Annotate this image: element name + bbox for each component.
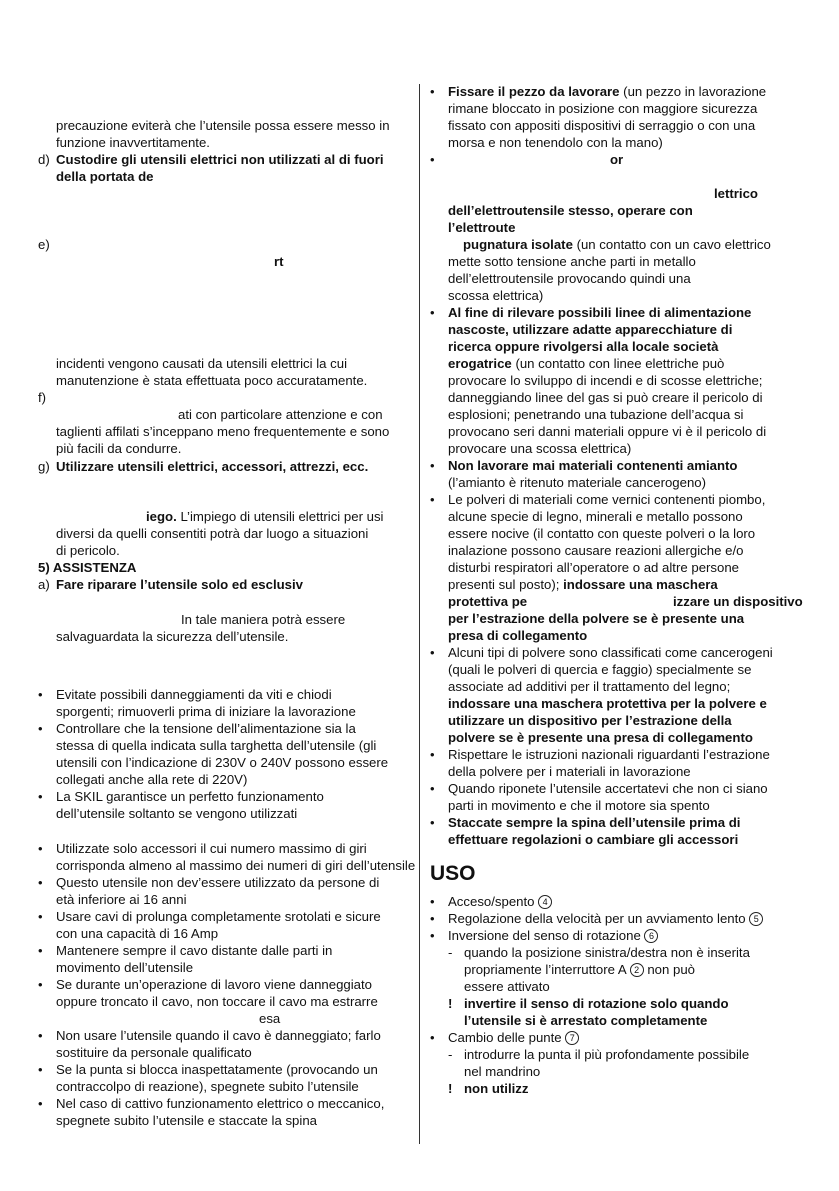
bullet: •: [430, 894, 435, 909]
bullet-text: dell’elettroutensile stesso, operare con: [448, 203, 693, 218]
paragraph-line: salvaguardata la sicurezza dell’utensile.: [56, 629, 289, 644]
bullet-text: indossare una maschera protettiva per la polvere e: [448, 696, 767, 711]
bullet: •: [38, 841, 43, 856]
paragraph-line: [146, 508, 384, 525]
bullet-text: morsa e non tenendolo con la mano): [448, 135, 663, 150]
bullet-text: provocare una scossa elettrica): [448, 441, 632, 456]
sub-item-text: quando la posizione sinistra/destra non è inserita: [464, 945, 750, 960]
bullet: •: [430, 928, 435, 943]
item-d-heading: Custodire gli utensili elettrici non utilizzati al di fuori: [56, 152, 384, 167]
text-fragment: Acceso/spento: [448, 894, 539, 909]
paragraph-line: ati con particolare attenzione e con: [178, 407, 383, 422]
bullet-text: provocano seri danni materiali oppure vi è il pericolo di: [448, 424, 767, 439]
text-fragment: rt: [274, 254, 284, 269]
bullet-text: inalazione possono causare reazioni allergiche e/o: [448, 543, 744, 558]
bullet-text: Questo utensile non dev’essere utilizzato da persone di: [56, 875, 380, 890]
item-label-d: d): [38, 152, 50, 167]
bullet: •: [38, 1096, 43, 1111]
bullet: •: [430, 781, 435, 796]
bullet: •: [430, 645, 435, 660]
bullet-text: spegnete subito l’utensile e staccate la spina: [56, 1113, 317, 1128]
bullet-text: presa di collegamento: [448, 628, 588, 643]
text-fragment: (un contatto con un cavo elettrico: [572, 237, 771, 252]
text-fragment: (un pezzo in lavorazione: [619, 84, 767, 99]
paragraph-line: taglienti affilati s’inceppano meno frequentemente e sono: [56, 424, 390, 439]
text-fragment: Regolazione della velocità per un avviamento lento: [448, 911, 750, 926]
bullet-text: Al fine di rilevare possibili linee di alimentazione: [448, 305, 752, 320]
bullet: •: [38, 943, 43, 958]
bullet-text: sporgenti; rimuoverli prima di iniziare la lavorazione: [56, 704, 356, 719]
bullet-text: Rispettare le istruzioni nazionali riguardanti l’estrazione: [448, 747, 770, 762]
text-fragment: propriamente l’interruttore A: [464, 962, 630, 977]
warning-text: non utilizz: [464, 1081, 529, 1096]
paragraph-line: diversi da quelli consentiti potrà dar luogo a situazioni: [56, 526, 369, 541]
bullet: •: [38, 1028, 43, 1043]
bullet-text: Staccate sempre la spina dell’utensile prima di: [448, 815, 741, 830]
bullet-text: [448, 83, 766, 100]
bullet: •: [38, 789, 43, 804]
section-heading-assistenza: 5) ASSISTENZA: [38, 560, 137, 575]
bullet: •: [430, 458, 435, 473]
sub-item-text: essere attivato: [464, 979, 550, 994]
bullet-text: oppure troncato il cavo, non toccare il cavo ma estrarre: [56, 994, 378, 1009]
bullet-text: alcune specie di legno, minerali e metallo possono: [448, 509, 743, 524]
text-fragment: L’impiego di utensili elettrici per usi: [176, 509, 384, 524]
bullet: •: [38, 909, 43, 924]
paragraph-line: manutenzione è stata effettuata poco accuratamente.: [56, 373, 368, 388]
figure-ref-badge: 4: [538, 895, 552, 909]
text-fragment: or: [610, 152, 624, 167]
bullet: •: [430, 911, 435, 926]
bullet-text: disturbi respiratori all’operatore o ad altre persone: [448, 560, 740, 575]
figure-ref-badge: 7: [565, 1031, 579, 1045]
text-fragment: (un contatto con linee elettriche può: [511, 356, 725, 371]
bullet-text: Se durante un’operazione di lavoro viene danneggiato: [56, 977, 373, 992]
bullet-text: [448, 910, 763, 927]
item-label-a: a): [38, 577, 50, 592]
bullet-text: parti in movimento e che il motore sia spento: [448, 798, 710, 813]
bullet-text: dell’utensile soltanto se vengono utilizzati: [56, 806, 298, 821]
bullet-text: scossa elettrica): [448, 288, 544, 303]
section-heading-uso: USO: [430, 862, 476, 885]
bullet-text: associate ad additivi per il trattamento del legno;: [448, 679, 731, 694]
bullet-text: Controllare che la tensione dell’alimentazione sia la: [56, 721, 356, 736]
bullet-text: Quando riponete l’utensile accertatevi che non ci siano: [448, 781, 768, 796]
bullet-text: dell’elettroutensile provocando quindi una: [448, 271, 691, 286]
paragraph-line: di pericolo.: [56, 543, 120, 558]
bullet-text: utilizzare un dispositivo per l’estrazione della: [448, 713, 732, 728]
bullet-text: Le polveri di materiali come vernici contenenti piombo,: [448, 492, 766, 507]
item-g-heading: Utilizzare utensili elettrici, accessori, attrezzi, ecc.: [56, 459, 369, 474]
paragraph-line: funzione inavvertitamente.: [56, 135, 210, 150]
bullet-text: ricerca oppure rivolgersi alla locale società: [448, 339, 719, 354]
bullet-text: l’elettroute: [448, 220, 516, 235]
bullet-text: Alcuni tipi di polvere sono classificati come cancerogeni: [448, 645, 773, 660]
bullet: •: [430, 492, 435, 507]
bullet-text: Usare cavi di prolunga completamente srotolati e sicure: [56, 909, 381, 924]
bullet-text: polvere se è presente una presa di collegamento: [448, 730, 753, 745]
bullet: •: [430, 305, 435, 320]
bullet-text: contraccolpo di reazione), spegnete subito l’utensile: [56, 1079, 359, 1094]
bullet-text: La SKIL garantisce un perfetto funzionamento: [56, 789, 324, 804]
bullet-text: rimane bloccato in posizione con maggiore sicurezza: [448, 101, 758, 116]
bullet-text: nascoste, utilizzare adatte apparecchiature di: [448, 322, 733, 337]
bullet-text: Non lavorare mai materiali contenenti amianto: [448, 458, 738, 473]
bold-fragment: iego.: [146, 509, 177, 524]
bold-fragment: Fissare il pezzo da lavorare: [448, 84, 620, 99]
bullet-text: [448, 893, 552, 910]
bullet-text: Non usare l’utensile quando il cavo è danneggiato; farlo: [56, 1028, 381, 1043]
column-divider: [419, 84, 420, 1144]
bullet: •: [430, 747, 435, 762]
bullet-text: [448, 1029, 579, 1046]
bullet-text: per l’estrazione della polvere se è presente una: [448, 611, 745, 626]
bullet-text: protettiva pe: [448, 594, 528, 609]
sub-item-text: [464, 961, 695, 978]
bullet-text: essere nocive (il contatto con queste polveri o la loro: [448, 526, 756, 541]
bold-fragment: pugnatura isolate: [463, 237, 573, 252]
bullet: •: [430, 815, 435, 830]
warning-text: invertire il senso di rotazione solo quando: [464, 996, 729, 1011]
bullet-text: provocare lo sviluppo di incendi e di scosse elettriche;: [448, 373, 763, 388]
text-fragment: presenti sul posto);: [448, 577, 564, 592]
bullet-text: izzare un dispositivo: [673, 594, 803, 609]
bullet-text: Nel caso di cattivo funzionamento elettrico o meccanico,: [56, 1096, 385, 1111]
sub-item-text: nel mandrino: [464, 1064, 541, 1079]
bullet: •: [38, 687, 43, 702]
item-d-heading: della portata de: [56, 169, 154, 184]
bullet: •: [430, 152, 435, 167]
paragraph-line: più facili da condurre.: [56, 441, 182, 456]
figure-ref-badge: 6: [644, 929, 658, 943]
bullet: •: [38, 875, 43, 890]
bullet-text: Evitate possibili danneggiamenti da viti e chiodi: [56, 687, 332, 702]
bullet-text: Utilizzate solo accessori il cui numero massimo di giri: [56, 841, 367, 856]
bullet-text: collegati anche alla rete di 220V): [56, 772, 248, 787]
text-fragment: non può: [643, 962, 696, 977]
bullet-text: mette sotto tensione anche parti in metallo: [448, 254, 696, 269]
bullet-text: esa: [259, 1011, 281, 1026]
bullet: •: [38, 721, 43, 736]
bullet-text: della polvere per i materiali in lavorazione: [448, 764, 691, 779]
warning-mark: !: [448, 996, 453, 1011]
bullet: •: [38, 977, 43, 992]
text-fragment: Inversione del senso di rotazione: [448, 928, 645, 943]
warning-text: l’utensile si è arrestato completamente: [464, 1013, 708, 1028]
dash-mark: -: [448, 945, 453, 960]
bullet-text: corrisponda almeno al massimo dei numeri di giri dell’utensile: [56, 858, 416, 873]
bullet-text: fissato con appositi dispositivi di serraggio o con una: [448, 118, 756, 133]
paragraph-line: incidenti vengono causati da utensili elettrici la cui: [56, 356, 348, 371]
paragraph-line: In tale maniera potrà essere: [181, 612, 346, 627]
bullet-text: con una capacità di 16 Amp: [56, 926, 219, 941]
bullet-text: (l’amianto è ritenuto materiale cancerogeno): [448, 475, 707, 490]
bullet: •: [38, 1062, 43, 1077]
bullet-text: sostituire da personale qualificato: [56, 1045, 252, 1060]
bullet: •: [430, 84, 435, 99]
bullet-text: età inferiore ai 16 anni: [56, 892, 187, 907]
item-a-heading: Fare riparare l’utensile solo ed esclusiv: [56, 577, 304, 592]
bullet-text: danneggiando linee del gas si può creare il pericolo di: [448, 390, 763, 405]
bullet-text: esplosioni; penetrando una tubazione dell’acqua si: [448, 407, 744, 422]
bullet-text: stessa di quella indicata sulla targhetta dell’utensile (gli: [56, 738, 377, 753]
bullet-text: utensili con l’indicazione di 230V o 240V possono essere: [56, 755, 389, 770]
bullet-text: [448, 927, 658, 944]
bullet-text: movimento dell’utensile: [56, 960, 194, 975]
bold-fragment: erogatrice: [448, 356, 512, 371]
bullet-text: Mantenere sempre il cavo distante dalle parti in: [56, 943, 333, 958]
bullet-text: effettuare regolazioni o cambiare gli accessori: [448, 832, 739, 847]
bullet: •: [430, 1030, 435, 1045]
figure-ref-badge: 2: [630, 963, 644, 977]
warning-mark: !: [448, 1081, 453, 1096]
item-label-g: g): [38, 459, 50, 474]
figure-ref-badge: 5: [749, 912, 763, 926]
bold-fragment: indossare una maschera: [563, 577, 718, 592]
bullet-text: [448, 576, 718, 593]
paragraph-line: precauzione eviterà che l’utensile possa essere messo in: [56, 118, 390, 133]
bullet-text: (quali le polveri di quercia e faggio) specialmente se: [448, 662, 752, 677]
text-fragment: Cambio delle punte: [448, 1030, 566, 1045]
item-label-e: e): [38, 237, 50, 252]
sub-item-text: introdurre la punta il più profondamente possibile: [464, 1047, 750, 1062]
bullet-text: Se la punta si blocca inaspettatamente (provocando un: [56, 1062, 378, 1077]
text-fragment: lettrico: [714, 186, 758, 201]
bullet-text: [448, 355, 724, 372]
item-label-f: f): [38, 390, 47, 405]
dash-mark: -: [448, 1047, 453, 1062]
bullet-text: [463, 236, 771, 253]
